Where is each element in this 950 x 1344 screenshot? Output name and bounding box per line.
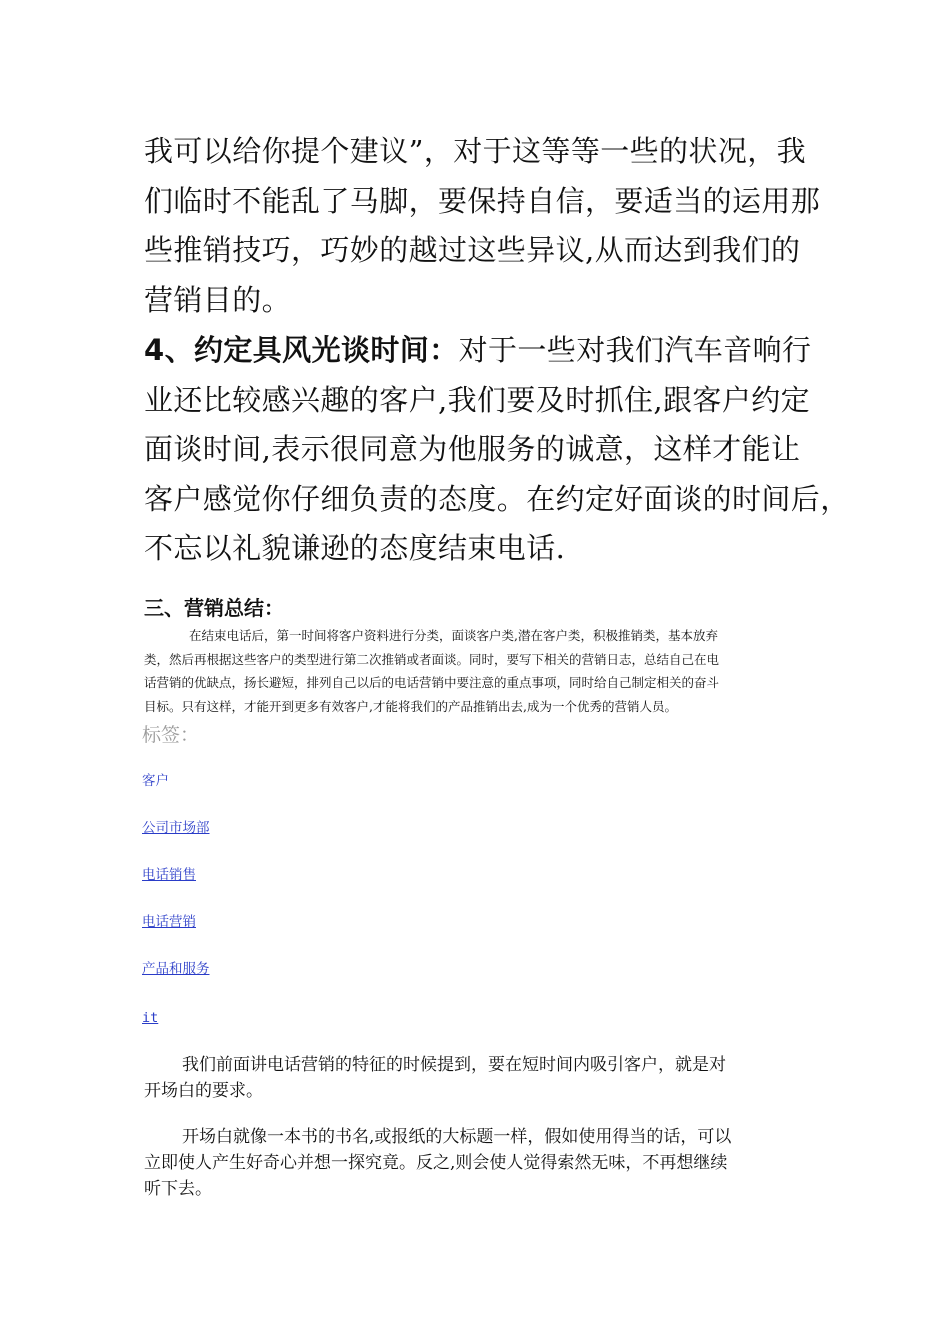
paragraph-summary [144,624,814,718]
tag-link-marketing-dept[interactable]: 公司市场部 [142,820,210,836]
text-line: 在结束电话后，第一时间将客户资料进行分类，面谈客户类,潜在客户类，积极推销类，基本放弃 [189,628,718,643]
text-line: 客户感觉你仔细负责的态度。在约定好面谈的时间后， [144,481,850,516]
text-line: 我们前面讲电话营销的特征的时候提到，要在短时间内吸引客户，就是对 [182,1055,726,1075]
text-line: 们临时不能乱了马脚，要保持自信，要适当的运用那 [144,183,821,218]
text-line: 听下去。 [144,1179,212,1199]
text-line: 我可以给你提个建议”，对于这等等一些的状况，我 [144,134,807,168]
tag-link-phone-sales[interactable]: 电话销售 [142,867,196,883]
text-line: 类，然后再根据这些客户的类型进行第二次推销或者面谈。同时，要写下相关的营销日志，总结自己在电 [144,651,720,667]
text-line: 话营销的优缺点，扬长避短，排列自己以后的电话营销中要注意的重点事项，同时给自己制定相关的奋斗 [144,675,720,690]
text-fragment: 对于一些对我们汽车音响行 [458,333,812,367]
paragraph-appointment [144,326,850,574]
tag-link-customer[interactable]: 客户 [142,773,169,789]
paragraph-objection-handling [144,127,834,325]
text-line: 立即使人产生好奇心并想一探究竟。反之,则会使人觉得索然无味，不再想继续 [144,1153,728,1173]
text-line: 开场白的要求。 [144,1081,263,1101]
text-line: 营销目的。 [144,282,292,317]
paragraph-opening-requirement [144,1052,814,1104]
text-line: 不忘以礼貌谦逊的态度结束电话. [144,531,566,565]
text-line [144,326,834,376]
text-line: 开场白就像一本书的书名,或报纸的大标题一样，假如使用得当的话，可以 [182,1127,732,1147]
text-line: 些推销技巧，巧妙的越过这些异议,从而达到我们的 [144,233,801,267]
section-heading-summary: 三、营销总结： [144,596,284,620]
tag-link-products-services[interactable]: 产品和服务 [142,961,210,977]
paragraph-lead-heading: 4、约定具风光谈时间： [144,333,459,367]
text-line: 业还比较感兴趣的客户,我们要及时抓住,跟客户约定 [144,382,811,417]
tag-link-telemarketing[interactable]: 电话营销 [142,914,196,930]
text-line: 目标。只有这样，才能开到更多有效客户,才能将我们的产品推销出去,成为一个优秀的营销人员。 [144,698,677,714]
tag-link-it[interactable]: it [142,1010,159,1026]
paragraph-opening-analogy [144,1124,814,1202]
tags-label: 标签： [142,724,200,746]
text-line: 面谈时间,表示很同意为他服务的诚意，这样才能让 [144,432,801,466]
